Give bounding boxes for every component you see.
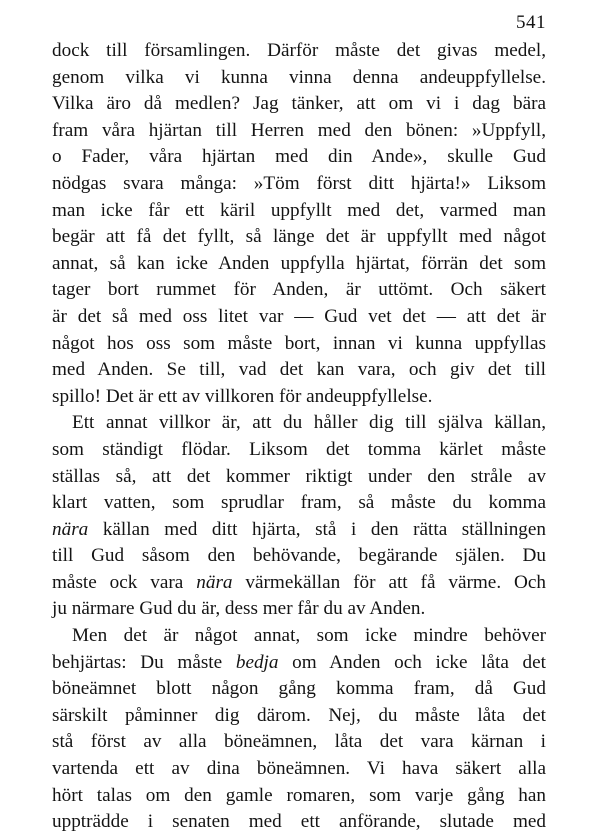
- text-line: begär att få det fyllt, så länge det är uppfyllt med något: [52, 226, 546, 248]
- text-line: till Gud såsom den behövande, begärande själen. Du: [52, 545, 546, 567]
- text-line: tager bort rummet för Anden, är uttömt. Och säkert: [52, 279, 546, 301]
- text-line: man icke får ett käril uppfyllt med det, varmed man: [52, 199, 546, 221]
- text-line: nära källan med ditt hjärta, stå i den rätta ställningen: [52, 518, 546, 540]
- text-line: Men det är något annat, som icke mindre behöver: [72, 625, 546, 647]
- text-line: dock till församlingen. Därför måste det givas medel,: [52, 40, 546, 61]
- text-line: Vilka äro då medlen? Jag tänker, att om vi i dag bära: [52, 93, 546, 115]
- text-line: Ett annat villkor är, att du håller dig till själva källan,: [72, 412, 546, 434]
- body-text: [52, 38, 546, 836]
- text-line: fram våra hjärtan till Herren med den bönen: »Uppfyll,: [52, 119, 546, 141]
- text-line: annat, så kan icke Anden uppfylla hjärtat, förrän det som: [52, 252, 546, 274]
- page-number: 541: [516, 12, 546, 33]
- text-line: stå först av alla böneämnen, låta det vara kärnan i: [52, 731, 546, 753]
- text-line: ju närmare Gud du är, dess mer får du av Anden.: [52, 598, 426, 620]
- text-line: ställas så, att det kommer riktigt under den stråle av: [52, 465, 546, 487]
- text-line: spillo! Det är ett av villkoren för andeuppfyllelse.: [52, 385, 433, 407]
- text-line: nödgas svara många: »Töm först ditt hjärta!» Liksom: [52, 172, 546, 194]
- emphasized-word: nära: [196, 571, 233, 593]
- text-line: böneämnet blott någon gång komma fram, då Gud: [52, 678, 546, 700]
- text-line: något hos oss som måste bort, innan vi kunna uppfyllas: [52, 332, 546, 354]
- paragraph-1: [52, 38, 546, 410]
- text-line: måste ock vara nära värmekällan för att få värme. Och: [52, 571, 547, 593]
- text-line: o Fader, våra hjärtan med din Ande», skulle Gud: [52, 146, 546, 168]
- emphasized-word: bedja: [235, 651, 279, 673]
- text-line: vartenda ett av dina böneämnen. Vi hava säkert alla: [52, 758, 546, 780]
- text-line: som ständigt flödar. Liksom det tomma kärlet måste: [52, 438, 546, 460]
- text-line: klart vatten, som sprudlar fram, så måste du komma: [52, 492, 546, 514]
- paragraph-3: [52, 623, 546, 836]
- emphasized-word: nära: [52, 518, 89, 540]
- text-line: särskilt påminner dig därom. Nej, du måste låta det: [52, 704, 546, 726]
- text-line: hört talas om den gamle romaren, som varje gång han: [52, 784, 546, 806]
- text-line: är det så med oss litet var — Gud vet det — att det är: [52, 305, 546, 327]
- text-line: med Anden. Se till, vad det kan vara, och giv det till: [52, 359, 546, 381]
- text-line: behjärtas: Du måste bedja om Anden och icke låta det: [52, 651, 546, 673]
- text-line: genom vilka vi kunna vinna denna andeuppfyllelse.: [52, 66, 546, 88]
- paragraph-2: [52, 410, 546, 623]
- text-line: uppträdde i senaten med ett anförande, slutade med: [52, 811, 546, 833]
